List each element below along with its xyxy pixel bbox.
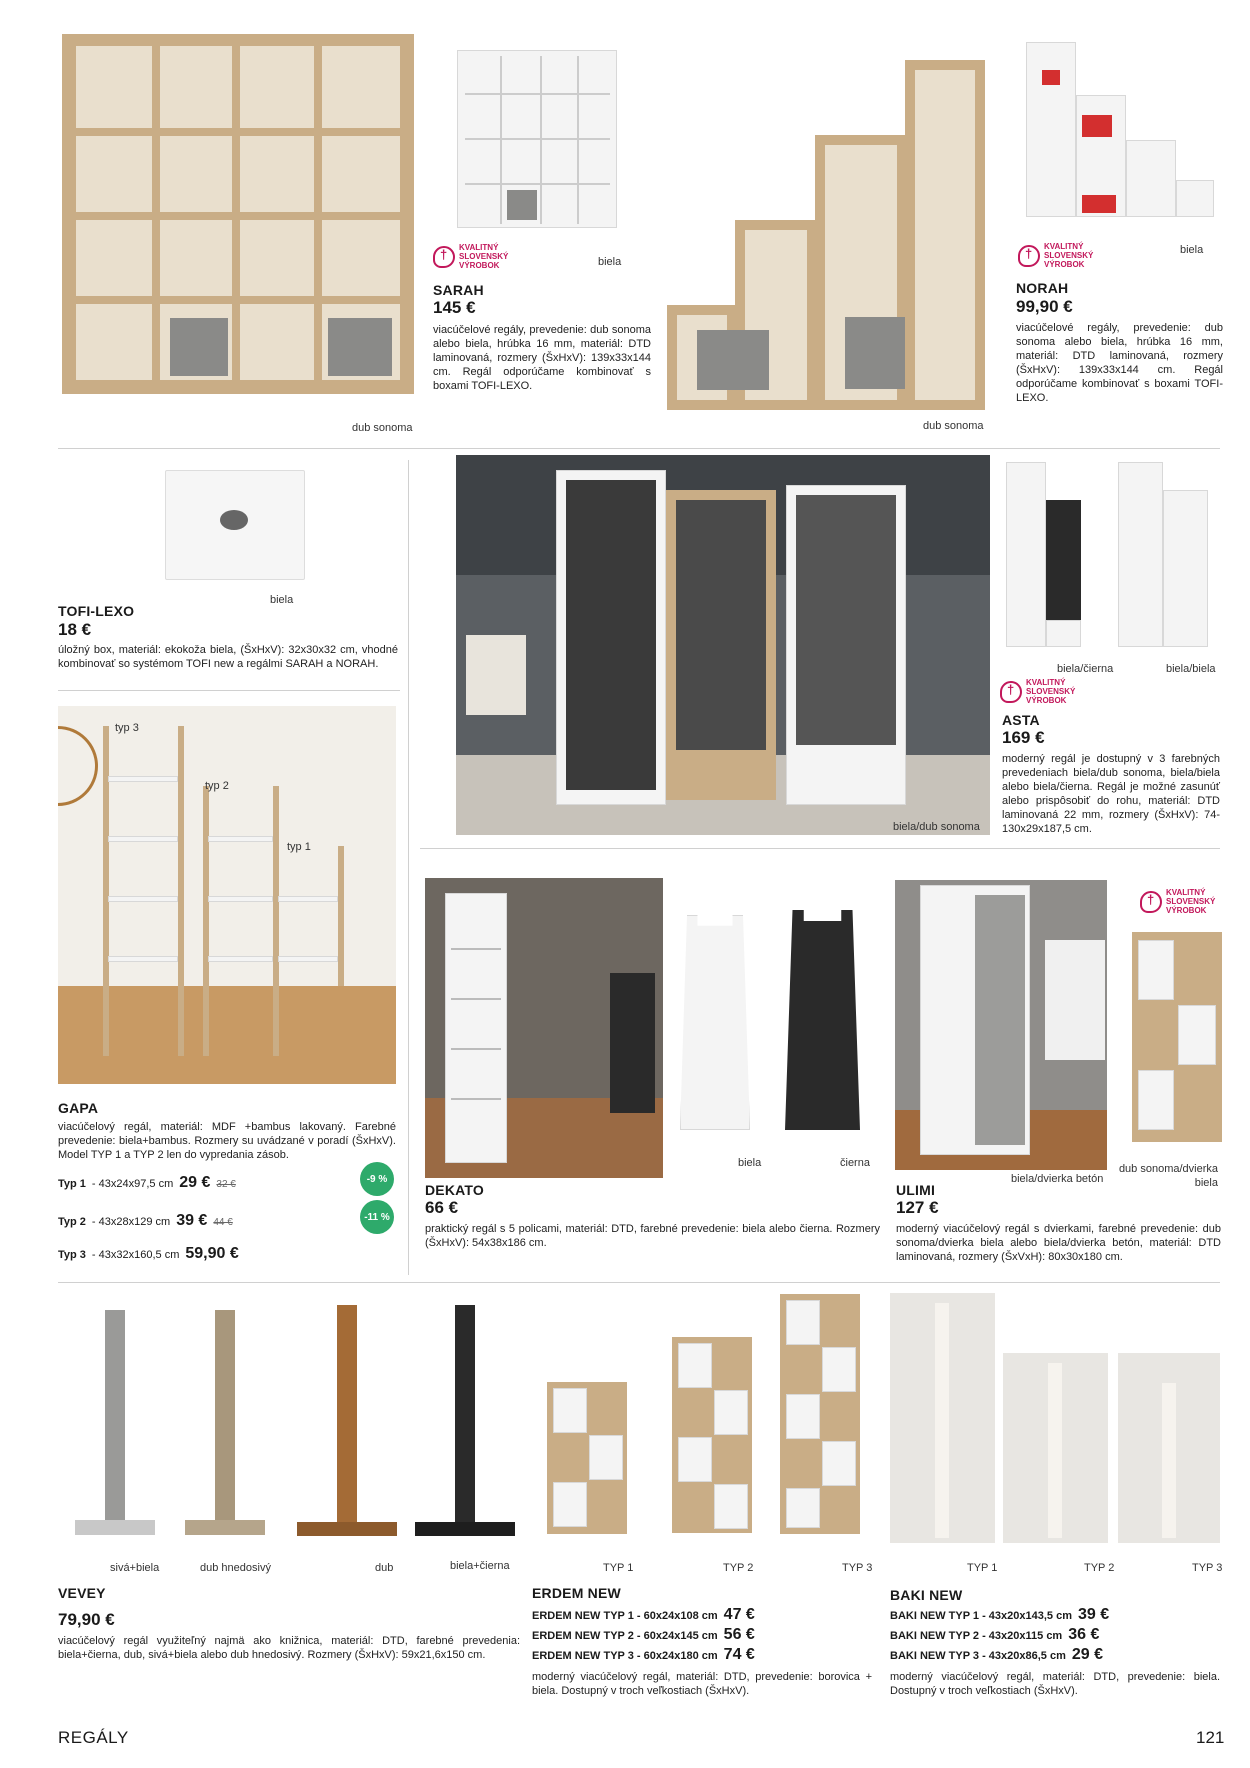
ulimi-color-a: biela/dvierka betón — [1011, 1173, 1104, 1185]
ulimi-description: moderný viacúčelový regál s dvierkami, farebné prevedenie: dub sonoma/dvierka biela alebo biela/dvierka betón, materiál: DTD laminovaná, rozmery (ŠxVxH): 80x30x180 cm. — [896, 1223, 1221, 1263]
ulimi-color-b: dub sonoma/dvierka biela — [1118, 1163, 1218, 1189]
tofi-name: TOFI-LEXO — [58, 603, 135, 619]
dekato-color-b: čierna — [840, 1157, 870, 1169]
divider — [58, 1282, 1220, 1283]
norah-price: 99,90 € — [1016, 297, 1073, 316]
sarah-alt-color: biela — [598, 256, 622, 268]
tofi-color: biela — [270, 594, 294, 606]
vevey-color-1: sivá+biela — [110, 1562, 160, 1574]
baki-typ3-row: BAKI NEW TYP 3 - 43x20x86,5 cm 29 € — [890, 1646, 1104, 1663]
erdem-typ2-label: TYP 2 — [723, 1562, 754, 1574]
baki-typ2-image — [1003, 1353, 1108, 1543]
norah-name: NORAH — [1016, 280, 1069, 296]
erdem-typ3-image — [778, 1292, 863, 1538]
gapa-typ2-row: Typ 2 - 43x28x129 cm 39 € 44 € — [58, 1212, 233, 1229]
gapa-room-image — [58, 706, 396, 1084]
dekato-name: DEKATO — [425, 1182, 485, 1198]
sarah-price: 145 € — [433, 298, 476, 317]
asta-description: moderný regál je dostupný v 3 farebných prevedeniach biela/dub sonoma, biela/biela alebo biela/čierna. Regál je možné zasunúť alebo prispôsobiť do rohu, materiál: DTD laminovaná 22 mm, rozmery (ŠxHxV): 74-130x29x187,5 cm. — [1002, 753, 1220, 835]
tofi-description: úložný box, materiál: ekokoža biela, (ŠxHxV): 32x30x32 cm, vhodné kombinovať so systémom TOFI new a regálmi SARAH a NORAH. — [58, 644, 398, 670]
asta-price: 169 € — [1002, 728, 1045, 747]
divider — [58, 690, 400, 691]
ulimi-quality-badge: † KVALITNÝ SLOVENSKÝ VÝROBOK — [1140, 888, 1215, 915]
divider — [420, 848, 1220, 849]
asta-name: ASTA — [1002, 712, 1040, 728]
gapa-name: GAPA — [58, 1100, 99, 1116]
erdem-typ1-row: ERDEM NEW TYP 1 - 60x24x108 cm 47 € — [532, 1606, 755, 1623]
asta-quality-badge: † KVALITNÝ SLOVENSKÝ VÝROBOK — [1000, 678, 1075, 705]
vevey-name: VEVEY — [58, 1585, 106, 1601]
vevey-color-2: dub hnedosivý — [200, 1562, 271, 1574]
norah-biela-image — [1022, 40, 1217, 225]
ulimi-dub-image — [1130, 930, 1225, 1150]
dekato-black-image — [780, 905, 865, 1135]
asta-room-image — [456, 455, 990, 835]
vevey-dub-hnedosivy-image — [180, 1305, 270, 1540]
dekato-description: praktický regál s 5 policami, materiál: DTD, farebné prevedenie: biela alebo čierna. Rozmery (ŠxHxV): 54x38x186 cm. — [425, 1223, 880, 1249]
erdem-description: moderný viacúčelový regál, materiál: DTD, prevedenie: borovica + biela. Dostupný v troch veľkostiach (ŠxHxV). — [532, 1671, 872, 1697]
erdem-typ3-row: ERDEM NEW TYP 3 - 60x24x180 cm 74 € — [532, 1646, 755, 1663]
erdem-typ2-row: ERDEM NEW TYP 2 - 60x24x145 cm 56 € — [532, 1626, 755, 1643]
norah-alt-color: biela — [1180, 244, 1204, 256]
erdem-name: ERDEM NEW — [532, 1585, 621, 1601]
asta-black-image — [1004, 460, 1084, 650]
vevey-color-4: biela+čierna — [450, 1560, 510, 1572]
sarah-dub-sonoma-image — [58, 30, 418, 405]
gapa-typ3-label: typ 3 — [115, 722, 139, 734]
ulimi-name: ULIMI — [896, 1182, 936, 1198]
erdem-typ1-label: TYP 1 — [603, 1562, 634, 1574]
erdem-typ1-image — [545, 1380, 630, 1538]
baki-typ2-row: BAKI NEW TYP 2 - 43x20x115 cm 36 € — [890, 1626, 1100, 1643]
vevey-price: 79,90 € — [58, 1610, 115, 1629]
vevey-biela-cierna-image — [410, 1300, 520, 1540]
gapa-typ1-discount-badge: -9 % — [360, 1162, 394, 1196]
tofi-lexo-image — [160, 460, 310, 588]
asta-color-b: biela/biela — [1166, 663, 1216, 675]
slovak-cross-icon — [1000, 681, 1022, 703]
norah-description: viacúčelové regály, prevedenie: dub sonoma alebo biela, hrúbka 16 mm, materiál: DTD laminovaná, rozmery (ŠxHxV): 139x33x144 cm. Regál odporúčame kombinovať s boxami TOFI-LEXO. — [1016, 322, 1223, 404]
baki-typ3-image — [1118, 1353, 1220, 1543]
slovak-cross-icon — [1018, 245, 1040, 267]
baki-typ2-label: TYP 2 — [1084, 1562, 1115, 1574]
norah-dub-sonoma-image — [665, 55, 995, 415]
dekato-room-image — [425, 878, 663, 1178]
sarah-name: SARAH — [433, 282, 484, 298]
sarah-description: viacúčelové regály, prevedenie: dub sonoma alebo biela, hrúbka 16 mm, materiál: DTD laminovaná, rozmery (ŠxHxV): 139x33x144 cm. Regál odporúčame kombinovať s boxami TOFI-LEXO. — [433, 324, 651, 392]
baki-typ1-row: BAKI NEW TYP 1 - 43x20x143,5 cm 39 € — [890, 1606, 1110, 1623]
dekato-white-image — [675, 910, 755, 1135]
slovak-cross-icon — [1140, 891, 1162, 913]
baki-description: moderný viacúčelový regál, materiál: DTD, prevedenie: biela. Dostupný v troch veľkostiach (ŠxHxV). — [890, 1671, 1220, 1697]
sarah-quality-badge: † KVALITNÝ SLOVENSKÝ VÝROBOK — [433, 243, 508, 270]
divider — [58, 448, 1220, 449]
divider — [408, 460, 409, 1275]
asta-room-color: biela/dub sonoma — [893, 821, 980, 833]
vevey-dub-image — [292, 1300, 402, 1540]
erdem-typ2-image — [670, 1335, 755, 1537]
gapa-typ3-row: Typ 3 - 43x32x160,5 cm 59,90 € — [58, 1245, 239, 1262]
slovak-cross-icon — [433, 246, 455, 268]
footer-page-number: 121 — [1196, 1728, 1225, 1747]
baki-name: BAKI NEW — [890, 1587, 963, 1603]
vevey-color-3: dub — [375, 1562, 394, 1574]
gapa-typ1-row: Typ 1 - 43x24x97,5 cm 29 € 32 € — [58, 1174, 236, 1191]
ulimi-price: 127 € — [896, 1198, 939, 1217]
gapa-description: viacúčelový regál, materiál: MDF +bambus lakovaný. Farebné prevedenie: biela+bambus. Rozmery su uvádzané v poradí (ŠxHxV). Model TYP 1 a TYP 2 len do vypredania zásob. — [58, 1121, 396, 1161]
vevey-sivá-image — [70, 1305, 160, 1540]
asta-color-a: biela/čierna — [1057, 663, 1114, 675]
sarah-biela-image — [455, 48, 620, 233]
footer-section-title: REGÁLY — [58, 1728, 129, 1747]
dekato-color-a: biela — [738, 1157, 762, 1169]
sarah-main-color: dub sonoma — [352, 422, 413, 434]
gapa-typ2-discount-badge: -11 % — [360, 1200, 394, 1234]
norah-main-color: dub sonoma — [923, 420, 984, 432]
gapa-typ2-label: typ 2 — [205, 780, 229, 792]
baki-typ1-label: TYP 1 — [967, 1562, 998, 1574]
erdem-typ3-label: TYP 3 — [842, 1562, 873, 1574]
vevey-description: viacúčelový regál využiteľný najmä ako knižnica, materiál: DTD, farebné prevedenia: biela+čierna, dub, sivá+biela alebo dub hnedosivý. Rozmery (ŠxHxV): 59x21,6x150 cm. — [58, 1635, 520, 1661]
ulimi-room-image — [895, 880, 1107, 1170]
baki-typ3-label: TYP 3 — [1192, 1562, 1223, 1574]
dekato-price: 66 € — [425, 1198, 459, 1217]
gapa-typ1-label: typ 1 — [287, 841, 311, 853]
tofi-price: 18 € — [58, 620, 92, 639]
norah-quality-badge: † KVALITNÝ SLOVENSKÝ VÝROBOK — [1018, 242, 1093, 269]
baki-typ1-image — [890, 1293, 995, 1543]
asta-white-image — [1116, 460, 1216, 650]
